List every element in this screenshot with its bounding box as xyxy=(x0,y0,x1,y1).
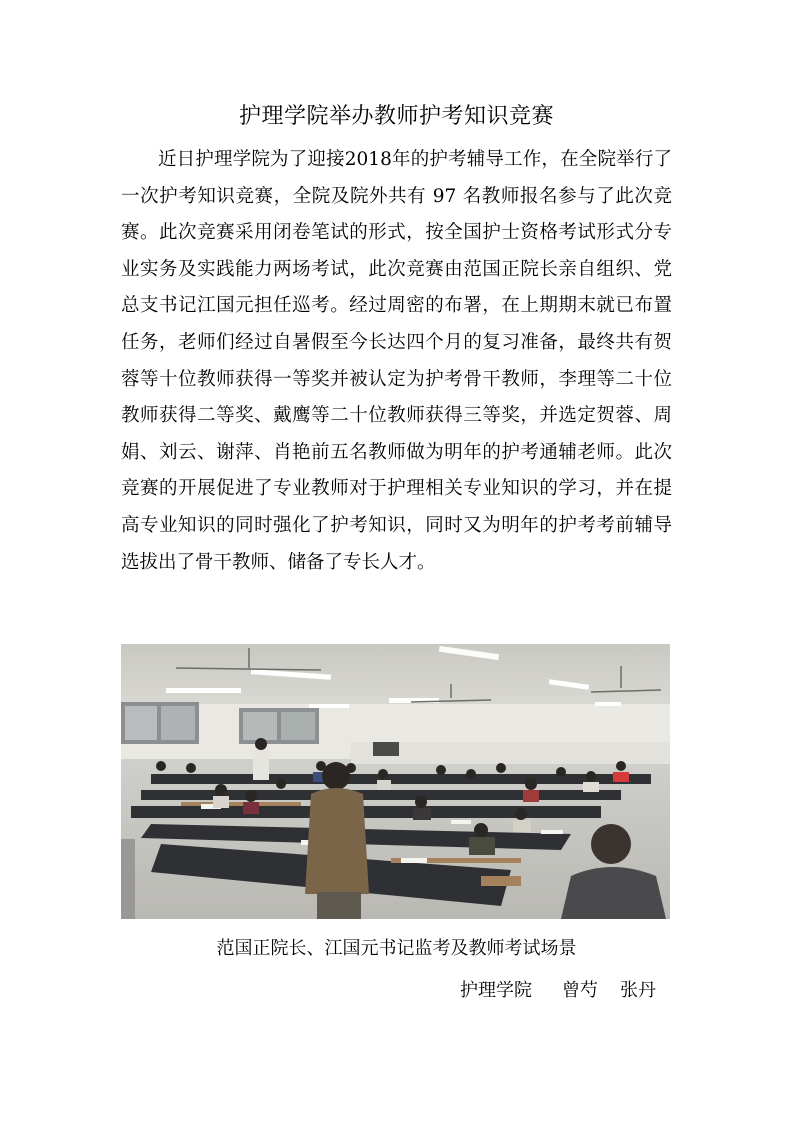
photo-caption: 范国正院长、江国元书记监考及教师考试场景 xyxy=(216,938,577,959)
byline-author-2: 张丹 xyxy=(620,980,656,1001)
byline-author-1: 曾芍 xyxy=(562,980,598,1001)
byline-org: 护理学院 xyxy=(460,980,532,1001)
document-title: 护理学院举办教师护考知识竞赛 xyxy=(238,104,554,129)
byline xyxy=(460,977,656,1005)
article-body: 近日护理学院为了迎接2018年的护考辅导工作，在全院举行了一次护考知识竞赛，全院及院外共有 97 名教师报名参与了此次竞赛。此次竞赛采用闭卷笔试的形式，按全国护士资格考试形式分专业实务及实践能力两场考试，此次竞赛由范国正院长亲自组织、党总支书记江国元担任巡考。经过周密的布署，在上期期末就已布置任务，老师们经过自暑假至今长达四个月的复习准备，最终共有贺蓉等十位教师获得一等奖并被认定为护考骨干教师，李理等二十位教师获得二等奖、戴鹰等二十位教师获得三等奖，并选定贺蓉、周娟、刘云、谢萍、肖艳前五名教师做为明年的护考通辅老师。此次竞赛的开展促进了专业教师对于护理相关专业知识的学习，并在提高专业知识的同时强化了护考知识，同时又为明年的护考考前辅导选拔出了骨干教师、储备了专长人才。 xyxy=(121,149,672,573)
exam-room-photo xyxy=(121,644,670,919)
